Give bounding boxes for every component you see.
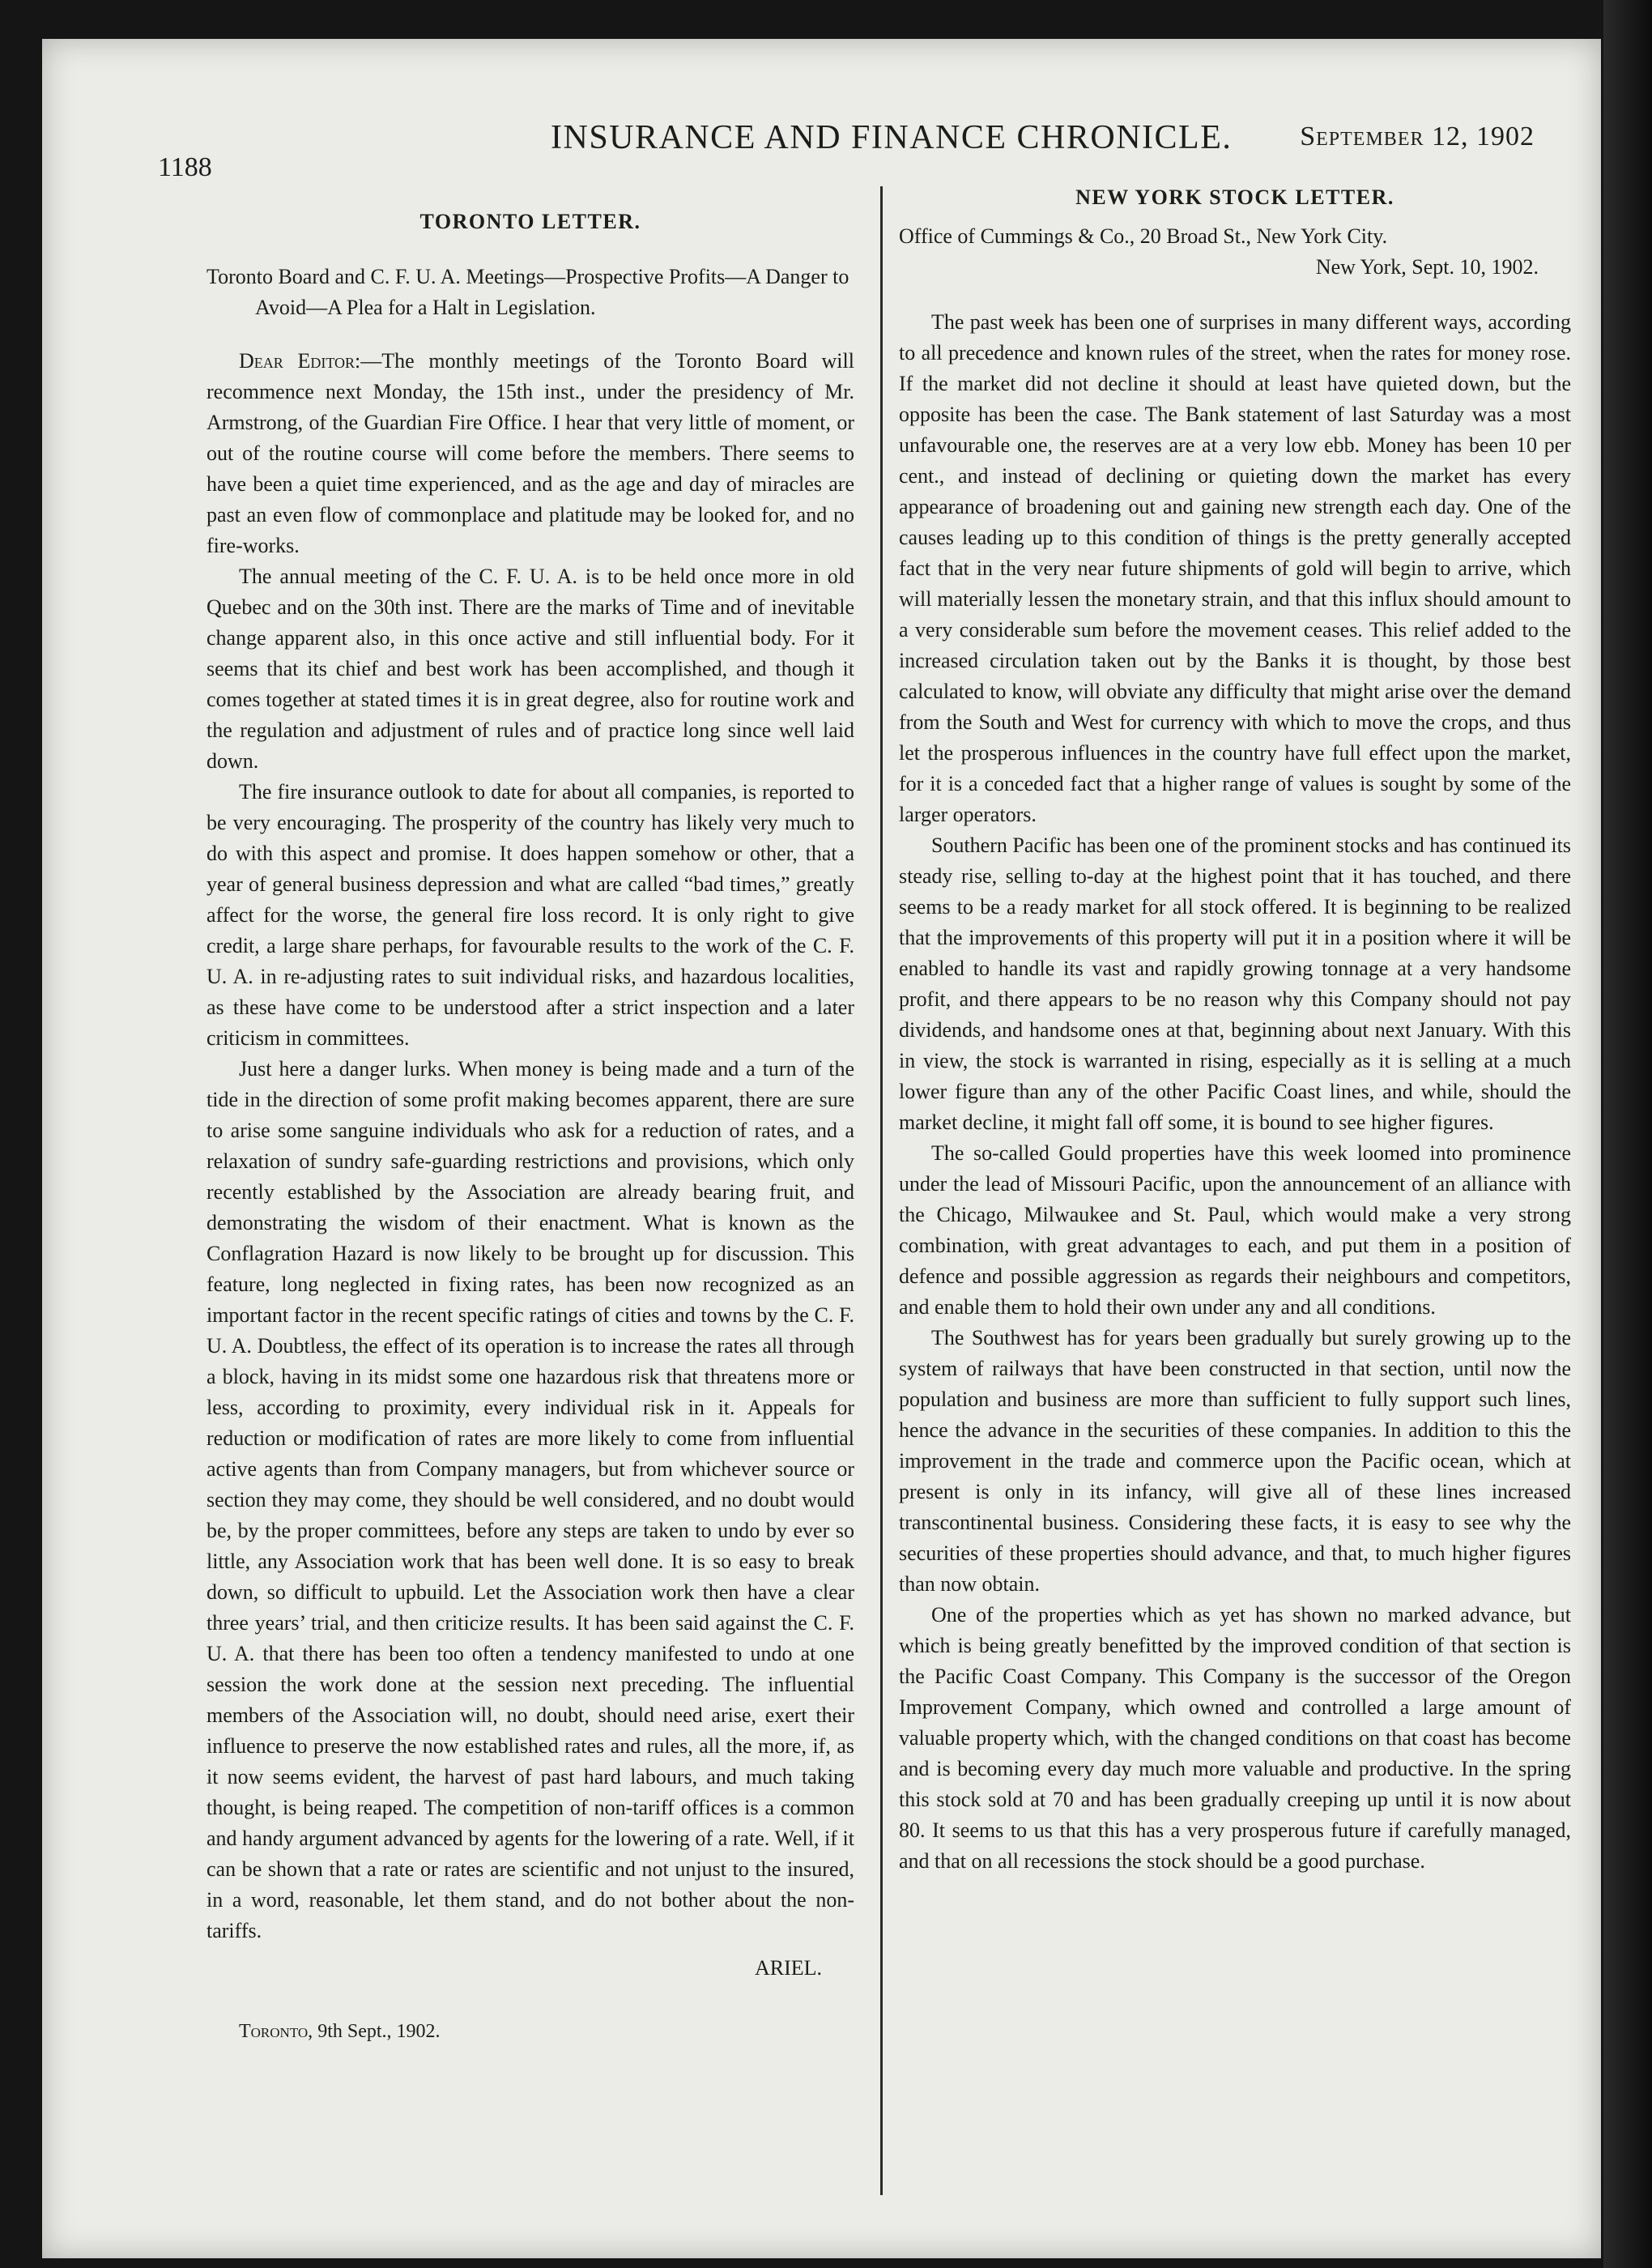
- toronto-letter-subtitle: Toronto Board and C. F. U. A. Meetings—Prospective Profits—A Danger to Avoid—A Plea for a Halt in Legislation.: [206, 265, 849, 319]
- toronto-letter-column: [206, 207, 854, 2047]
- page-header: [158, 113, 1535, 182]
- column-divider: [880, 186, 883, 2195]
- page-number: 1188: [158, 152, 212, 182]
- new-york-letter-paragraph: One of the properties which as yet has shown no marked advance, but which is being greatly benefitted by the improved condition of that section is the Pacific Coast Company. This Company is the successor of the Oregon Improvement Company, which owned and controlled a large amount of valuable property which, with the changed conditions on that coast has become and is becoming every day much more valuable and productive. In the spring this stock sold at 70 and has been gradually creeping up until it is now about 80. It seems to us that this has a very prosperous future if carefully managed, and that on all recessions the stock should be a good purchase.: [899, 1603, 1571, 1873]
- toronto-letter-paragraph: Just here a danger lurks. When money is being made and a turn of the tide in the direction of some profit making becomes apparent, there are sure to arise some sanguine individuals who ask for a reduction of rates, and a relaxation of sundry safe-guarding restrictions and provisions, which only recently established by the Association are already bearing fruit, and demonstrating the wisdom of their enactment. What is known as the Conflagration Hazard is now likely to be brought up for discussion. This feature, long neglected in fixing rates, has been now recognized as an important factor in the recent specific ratings of cities and towns by the C. F. U. A. Doubtless, the effect of its operation is to increase the rates all through a block, having in its midst some one hazardous risk that threatens more or less, according to proximity, every individual risk in it. Appeals for reduction or modification of rates are more likely to come from influential active agents than from Company managers, but from whichever source or section they may come, they should be well considered, and no doubt would be, by the proper committees, before any steps are taken to undo by ever so little, any Association work that has been well done. It is so easy to break down, so difficult to upbuild. Let the Association work then have a clear three years’ trial, and then criticize results. It has been said against the C. F. U. A. that there has been too often a tendency manifested to undo at one session the work done at the session next preceding. The influential members of the Association will, no doubt, should need arise, exert their influence to preserve the now established rates and rules, all the more, if, as it now seems evident, the harvest of past hard labours, and much taking thought, is being reaped. The competition of non-tariff offices is a common and handy argument advanced by agents for the lowering of a rate. Well, if it can be shown that a rate or rates are scientific and not unjust to the insured, in a word, reasonable, let them stand, and do not bother about the non-tariffs.: [206, 1057, 854, 1942]
- new-york-letter-paragraph: The so-called Gould properties have this week loomed into prominence under the lead of Missouri Pacific, upon the announcement of an alliance with the Chicago, Milwaukee and St. Paul, which would make a very strong combination, with great advantages to each, and put them in a position of defence and possible aggression as regards their neighbours and competitors, and enable them to hold their own under any and all conditions.: [899, 1141, 1571, 1319]
- dateline-city: Toronto,: [239, 2021, 313, 2042]
- paragraph-text: —The monthly meetings of the Toronto Board will recommence next Monday, the 15th inst., under the presidency of Mr. Armstrong, of the Guardian Fire Office. I hear that very little of moment, or out of the routine course will come before the members. There seems to have been a quiet time experienced, and as the age and day of miracles are past an even flow of commonplace and platitude may be looked for, and no fire-works.: [206, 349, 854, 557]
- toronto-letter-title: TORONTO LETTER.: [419, 210, 641, 233]
- new-york-letter-paragraph: Southern Pacific has been one of the prominent stocks and has continued its steady rise, selling to-day at the highest point that it has touched, and there seems to be a ready market for all stock offered. It is beginning to be realized that the improvements of this property will put it in a position where it will be enabled to handle its vast and rapidly growing tonnage at a very handsome profit, and there appears to be no reason why this Company should not pay dividends, and handsome ones at that, beginning about next January. With this in view, the stock is warranted in rising, especially as it is selling at a much lower figure than any of the other Pacific Coast lines, and while, should the market decline, it might fall off some, it is bound to see higher figures.: [899, 833, 1571, 1134]
- new-york-letter-title: NEW YORK STOCK LETTER.: [1075, 185, 1394, 209]
- dateline-date: 9th Sept., 1902.: [317, 2021, 441, 2042]
- signature: ARIEL.: [754, 1956, 822, 1980]
- toronto-letter-paragraph: [206, 346, 854, 561]
- dateline: [239, 2016, 854, 2047]
- new-york-stock-letter-column: [899, 182, 1571, 1877]
- toronto-letter-paragraph: The annual meeting of the C. F. U. A. is to be held once more in old Quebec and on the 30th inst. There are the marks of Time and of inevitable change apparent also, in this once active and still influential body. For it seems that its chief and best work has been accomplished, and though it comes together at stated times it is in great degree, also for routine work and the regulation and adjustment of rules and of practice long since well laid down.: [206, 565, 854, 773]
- letter-date: New York, Sept. 10, 1902.: [1315, 255, 1539, 279]
- new-york-letter-paragraph: The Southwest has for years been gradually but surely growing up to the system of railways that have been constructed in that section, until now the population and business are more than sufficient to fully support such lines, hence the advance in the securities of these companies. In addition to this the improvement in the trade and commerce upon the Pacific ocean, which at present is only in its infancy, will give all of these lines increased transcontinental business. Considering these facts, it is easy to see why the securities of these properties should advance, and that, to much higher figures than now obtain.: [899, 1326, 1571, 1596]
- office-line: Office of Cummings & Co., 20 Broad St., New York City.: [899, 224, 1388, 248]
- salutation: Dear Editor:: [239, 349, 361, 373]
- toronto-letter-paragraph: The fire insurance outlook to date for about all companies, is reported to be very encouraging. The prosperity of the country has likely very much to do with this aspect and promise. It does happen somehow or other, that a year of general business depression and what are called “bad times,” greatly affect for the worse, the general fire loss record. It is only right to give credit, a large share perhaps, for favourable results to the work of the C. F. U. A. in re-adjusting rates to suit individual risks, and hazardous localities, as these have come to be understood after a strict inspection and a later criticism in committees.: [206, 780, 854, 1050]
- journal-title: INSURANCE AND FINANCE CHRONICLE.: [551, 119, 1233, 156]
- page-edge-shadow: [1603, 0, 1652, 2268]
- issue-date: September 12, 1902: [1300, 122, 1535, 151]
- new-york-letter-paragraph: The past week has been one of surprises in many different ways, according to all precedence and known rules of the street, when the rates for money rose. If the market did not decline it should at least have quieted down, but the opposite has been the case. The Bank statement of last Saturday was a most unfavourable one, the reserves are at a very low ebb. Money has been 10 per cent., and instead of declining or quieting down the market has every appearance of broadening out and gaining new strength each day. One of the causes leading up to this condition of things is the pretty generally accepted fact that in the very near future shipments of gold will begin to arrive, which will materially lessen the monetary strain, and that this influx should amount to a very considerable sum before the movement ceases. This relief added to the increased circulation taken out by the Banks it is thought, by those best calculated to know, will obviate any difficulty that might arise over the demand from the South and West for currency with which to move the crops, and thus let the prosperous influences in the country have full effect upon the market, for it is a conceded fact that a higher range of values is sought by some of the larger operators.: [899, 310, 1571, 826]
